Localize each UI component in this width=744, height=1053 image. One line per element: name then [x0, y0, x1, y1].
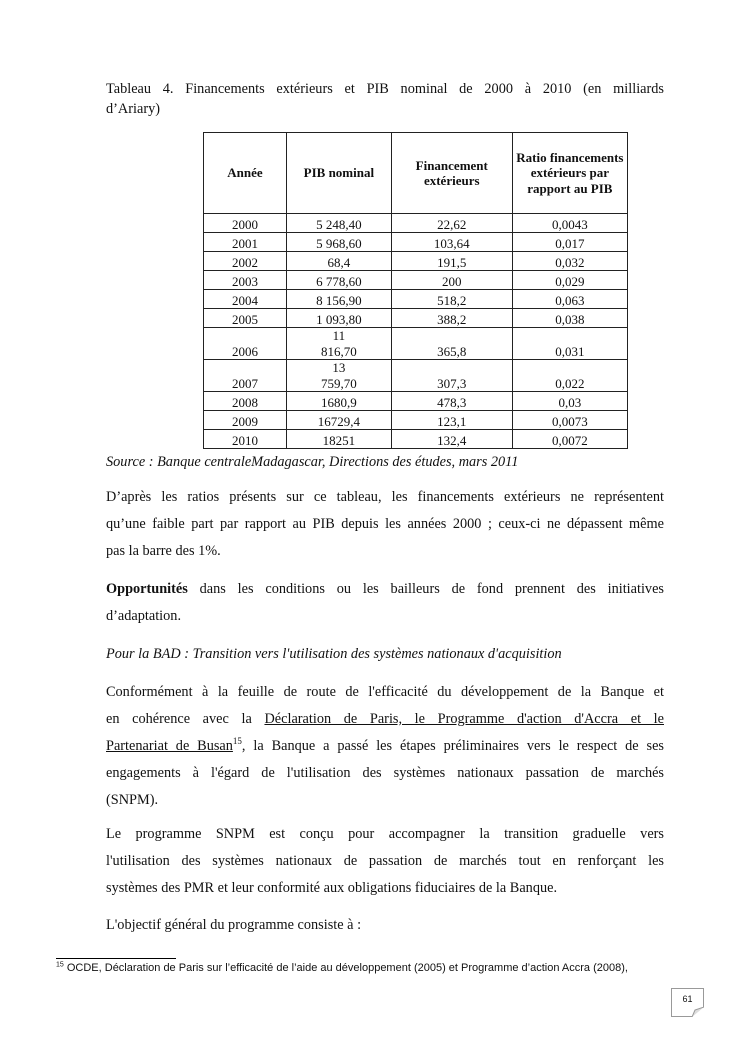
paragraph-line: (SNPM). [106, 792, 159, 808]
table-row [204, 430, 628, 449]
table-source: Source : Banque centraleMadagascar, Directions des études, mars 2011 [106, 454, 519, 470]
table-row [204, 271, 628, 290]
cell-ratio: 0,0073 [512, 411, 627, 430]
footnote-text: OCDE, Déclaration de Paris sur l’efficacité de l’aide au développement (2005) et Programme d’action Accra (2008), [63, 962, 628, 974]
paragraph-line: L'objectif général du programme consiste à : [106, 917, 362, 933]
col-header-pib: PIB nominal [287, 133, 392, 214]
section-heading: Pour la BAD : Transition vers l'utilisation des systèmes nationaux d'acquisition [106, 646, 562, 662]
cell-financement: 103,64 [391, 233, 512, 252]
cell-pib: 16729,4 [287, 411, 392, 430]
table-row [204, 233, 628, 252]
cell-ratio: 0,0043 [512, 214, 627, 233]
footnote [56, 962, 628, 974]
cell-financement: 123,1 [391, 411, 512, 430]
cell-year: 2005 [204, 309, 287, 328]
paragraph-line: l'utilisation des systèmes nationaux de passation de marchés tout en renforçant les [106, 853, 664, 869]
cell-financement: 22,62 [391, 214, 512, 233]
cell-financement: 365,8 [391, 328, 512, 360]
footnote-separator [56, 958, 176, 959]
col-header-year: Année [204, 133, 287, 214]
cell-year: 2004 [204, 290, 287, 309]
reference-link: Partenariat de Busan [106, 738, 233, 754]
cell-ratio: 0,032 [512, 252, 627, 271]
cell-year: 2006 [204, 328, 287, 360]
cell-year: 2010 [204, 430, 287, 449]
table-row [204, 290, 628, 309]
cell-ratio: 0,029 [512, 271, 627, 290]
cell-ratio: 0,03 [512, 392, 627, 411]
paragraph-line: Le programme SNPM est conçu pour accompagner la transition graduelle vers [106, 826, 664, 842]
cell-pib: 18251 [287, 430, 392, 449]
cell-financement: 307,3 [391, 360, 512, 392]
cell-pib: 8 156,90 [287, 290, 392, 309]
paragraph-line [106, 580, 664, 598]
cell-financement: 191,5 [391, 252, 512, 271]
paragraph-line: engagements à l'égard de l'utilisation des systèmes nationaux passation de marchés [106, 765, 664, 781]
cell-pib: 6 778,60 [287, 271, 392, 290]
table-row [204, 392, 628, 411]
col-header-financement: Financement extérieurs [391, 133, 512, 214]
cell-year: 2001 [204, 233, 287, 252]
page-number: 61 [682, 994, 693, 1004]
paragraph-line: systèmes des PMR et leur conformité aux obligations fiduciaires de la Banque. [106, 880, 558, 896]
paragraph-line [106, 710, 664, 728]
col-header-ratio: Ratio financements extérieurs par rapport au PIB [512, 133, 627, 214]
table-caption: Tableau 4. Financements extérieurs et PIB nominal de 2000 à 2010 (en milliards [106, 81, 664, 97]
text: , la Banque a passé les étapes préliminaires vers le respect de ses [241, 738, 664, 754]
paragraph-line [106, 737, 664, 755]
cell-pib: 1680,9 [287, 392, 392, 411]
cell-pib: 68,4 [287, 252, 392, 271]
cell-ratio: 0,031 [512, 328, 627, 360]
table-row [204, 252, 628, 271]
table-row [204, 309, 628, 328]
cell-ratio: 0,022 [512, 360, 627, 392]
footnote-ref[interactable]: 15 [232, 736, 242, 747]
reference-link: Déclaration de Paris, le Programme d'action d'Accra et le [264, 711, 664, 727]
cell-financement: 388,2 [391, 309, 512, 328]
footnote-number: 15 [56, 961, 64, 969]
page-number-box [671, 988, 704, 1017]
cell-pib: 13 759,70 [287, 360, 392, 392]
cell-year: 2003 [204, 271, 287, 290]
cell-pib: 5 968,60 [287, 233, 392, 252]
cell-year: 2008 [204, 392, 287, 411]
cell-financement: 132,4 [391, 430, 512, 449]
cell-financement: 518,2 [391, 290, 512, 309]
table-row [204, 328, 628, 360]
cell-financement: 478,3 [391, 392, 512, 411]
table-caption-cont: d’Ariary) [106, 101, 160, 117]
cell-pib: 5 248,40 [287, 214, 392, 233]
cell-ratio: 0,063 [512, 290, 627, 309]
paragraph-line: pas la barre des 1%. [106, 543, 221, 559]
paragraph-line: Conformément à la feuille de route de l'efficacité du développement de la Banque et [106, 684, 664, 700]
text: dans les conditions ou les bailleurs de fond prennent des initiatives [187, 581, 664, 597]
cell-year: 2009 [204, 411, 287, 430]
text: en cohérence avec la [106, 711, 265, 727]
cell-ratio: 0,0072 [512, 430, 627, 449]
cell-ratio: 0,017 [512, 233, 627, 252]
data-table [203, 132, 628, 449]
cell-year: 2007 [204, 360, 287, 392]
cell-year: 2000 [204, 214, 287, 233]
cell-financement: 200 [391, 271, 512, 290]
table-row [204, 360, 628, 392]
page-curl-icon [692, 1007, 704, 1017]
table-row [204, 411, 628, 430]
cell-ratio: 0,038 [512, 309, 627, 328]
cell-pib: 11 816,70 [287, 328, 392, 360]
paragraph-line: qu’une faible part par rapport au PIB depuis les années 2000 ; ceux-ci ne dépassent même [106, 516, 664, 532]
paragraph-line: d’adaptation. [106, 608, 182, 624]
table-row [204, 214, 628, 233]
cell-pib: 1 093,80 [287, 309, 392, 328]
cell-year: 2002 [204, 252, 287, 271]
paragraph-line: D’après les ratios présents sur ce tableau, les financements extérieurs ne représentent [106, 489, 664, 505]
bold-term: Opportunités [106, 581, 188, 597]
